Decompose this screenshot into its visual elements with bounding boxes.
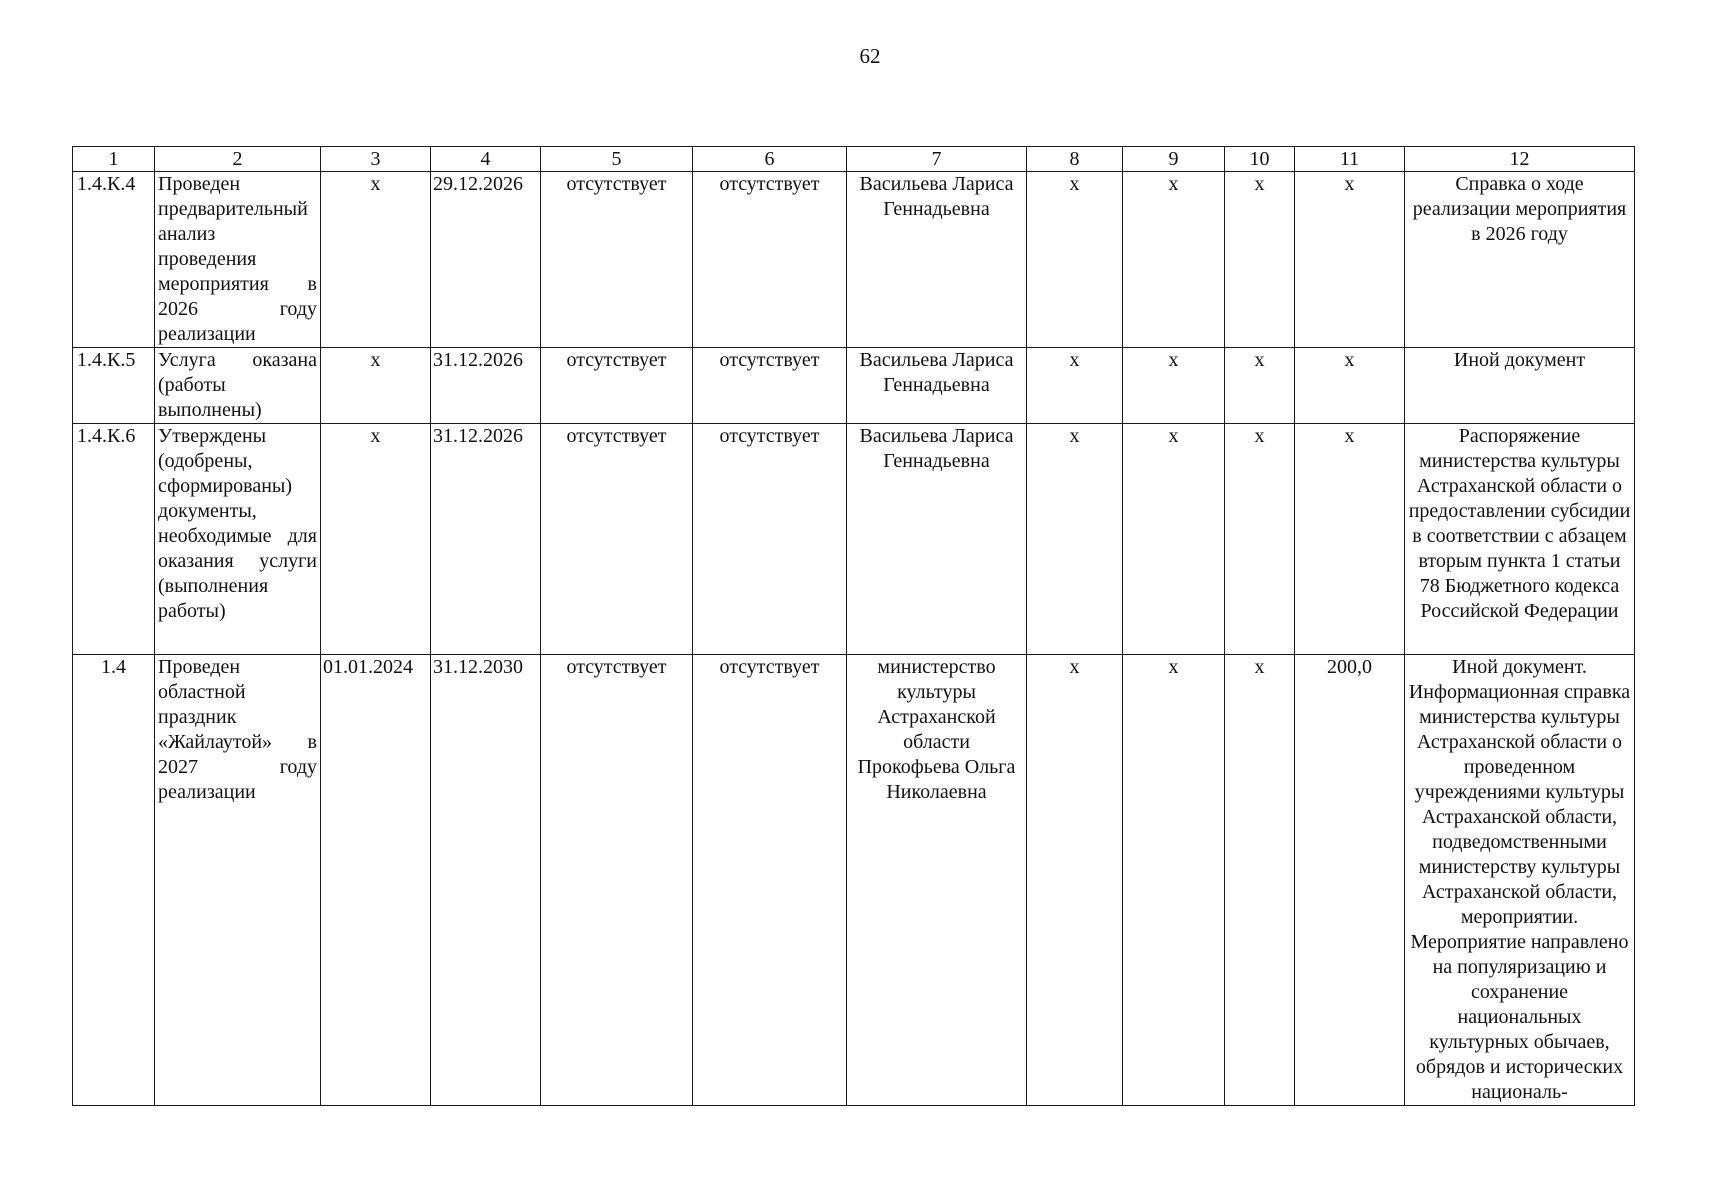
row-id: 1.4.К.6	[73, 424, 155, 655]
column-header: 7	[847, 147, 1027, 172]
row-end: 31.12.2026	[431, 424, 541, 655]
row-document: Справка о ходе реализации мероприятия в 2026 году	[1405, 172, 1635, 348]
column-header: 9	[1123, 147, 1225, 172]
row-end: 31.12.2030	[431, 655, 541, 1106]
row-responsible: министерство культуры Астраханской области Прокофьева Ольга Николаевна	[847, 655, 1027, 1106]
row-col10: х	[1225, 424, 1295, 655]
table-row	[73, 172, 1635, 348]
row-name: Утверждены (одобрены, сформированы) документы, необходимые для оказания услуги (выполнения работы)	[155, 424, 321, 655]
row-col6: отсутствует	[693, 348, 847, 424]
row-col10: х	[1225, 348, 1295, 424]
row-start: х	[321, 172, 431, 348]
row-col8: х	[1027, 424, 1123, 655]
row-start: 01.01.2024	[321, 655, 431, 1106]
column-header: 4	[431, 147, 541, 172]
row-id: 1.4	[73, 655, 155, 1106]
column-header: 3	[321, 147, 431, 172]
column-header: 11	[1295, 147, 1405, 172]
row-responsible: Васильева Лариса Геннадьевна	[847, 172, 1027, 348]
row-col5: отсутствует	[541, 172, 693, 348]
row-responsible: Васильева Лариса Геннадьевна	[847, 348, 1027, 424]
row-col8: х	[1027, 172, 1123, 348]
row-col11: х	[1295, 424, 1405, 655]
row-document: Распоряжение министерства культуры Астраханской области о предоставлении субсидии в соответствии с абзацем вторым пункта 1 статьи 78 Бюджетного кодекса Российской Федерации	[1405, 424, 1635, 655]
row-col10: х	[1225, 655, 1295, 1106]
row-start: х	[321, 348, 431, 424]
row-col5: отсутствует	[541, 348, 693, 424]
row-end: 31.12.2026	[431, 348, 541, 424]
row-col9: х	[1123, 424, 1225, 655]
row-col9: х	[1123, 655, 1225, 1106]
measures-table	[72, 146, 1635, 1106]
table-row	[73, 424, 1635, 655]
row-start: х	[321, 424, 431, 655]
column-header: 8	[1027, 147, 1123, 172]
column-header: 10	[1225, 147, 1295, 172]
row-id: 1.4.К.5	[73, 348, 155, 424]
row-col8: х	[1027, 655, 1123, 1106]
row-name: Услуга оказана (работы выполнены)	[155, 348, 321, 424]
row-col11: х	[1295, 172, 1405, 348]
column-header: 1	[73, 147, 155, 172]
row-document: Иной документ	[1405, 348, 1635, 424]
row-col6: отсутствует	[693, 655, 847, 1106]
row-col11: 200,0	[1295, 655, 1405, 1106]
row-col9: х	[1123, 172, 1225, 348]
row-document: Иной документ. Информационная справка министерства культуры Астраханской области о проведенном учреждениями культуры Астраханской области, подведомственными министерству культуры Астраханской области, мероприятии. Мероприятие направлено на популяризацию и сохранение национальных культурных обычаев, обрядов и исторических националь-	[1405, 655, 1635, 1106]
row-col8: х	[1027, 348, 1123, 424]
header-row	[73, 147, 1635, 172]
row-name: Проведен предварительный анализ проведения мероприятия в 2026 году реализации	[155, 172, 321, 348]
row-responsible: Васильева Лариса Геннадьевна	[847, 424, 1027, 655]
row-end: 29.12.2026	[431, 172, 541, 348]
row-col5: отсутствует	[541, 655, 693, 1106]
row-col6: отсутствует	[693, 424, 847, 655]
row-id: 1.4.К.4	[73, 172, 155, 348]
row-col5: отсутствует	[541, 424, 693, 655]
row-col10: х	[1225, 172, 1295, 348]
page-number: 62	[859, 44, 881, 68]
row-col9: х	[1123, 348, 1225, 424]
row-name: Проведен областной праздник «Жайлаутой» в 2027 году реализации	[155, 655, 321, 1106]
row-col6: отсутствует	[693, 172, 847, 348]
table-row	[73, 655, 1635, 1106]
row-col11: х	[1295, 348, 1405, 424]
column-header: 2	[155, 147, 321, 172]
column-header: 5	[541, 147, 693, 172]
column-header: 6	[693, 147, 847, 172]
column-header: 12	[1405, 147, 1635, 172]
table-row	[73, 348, 1635, 424]
